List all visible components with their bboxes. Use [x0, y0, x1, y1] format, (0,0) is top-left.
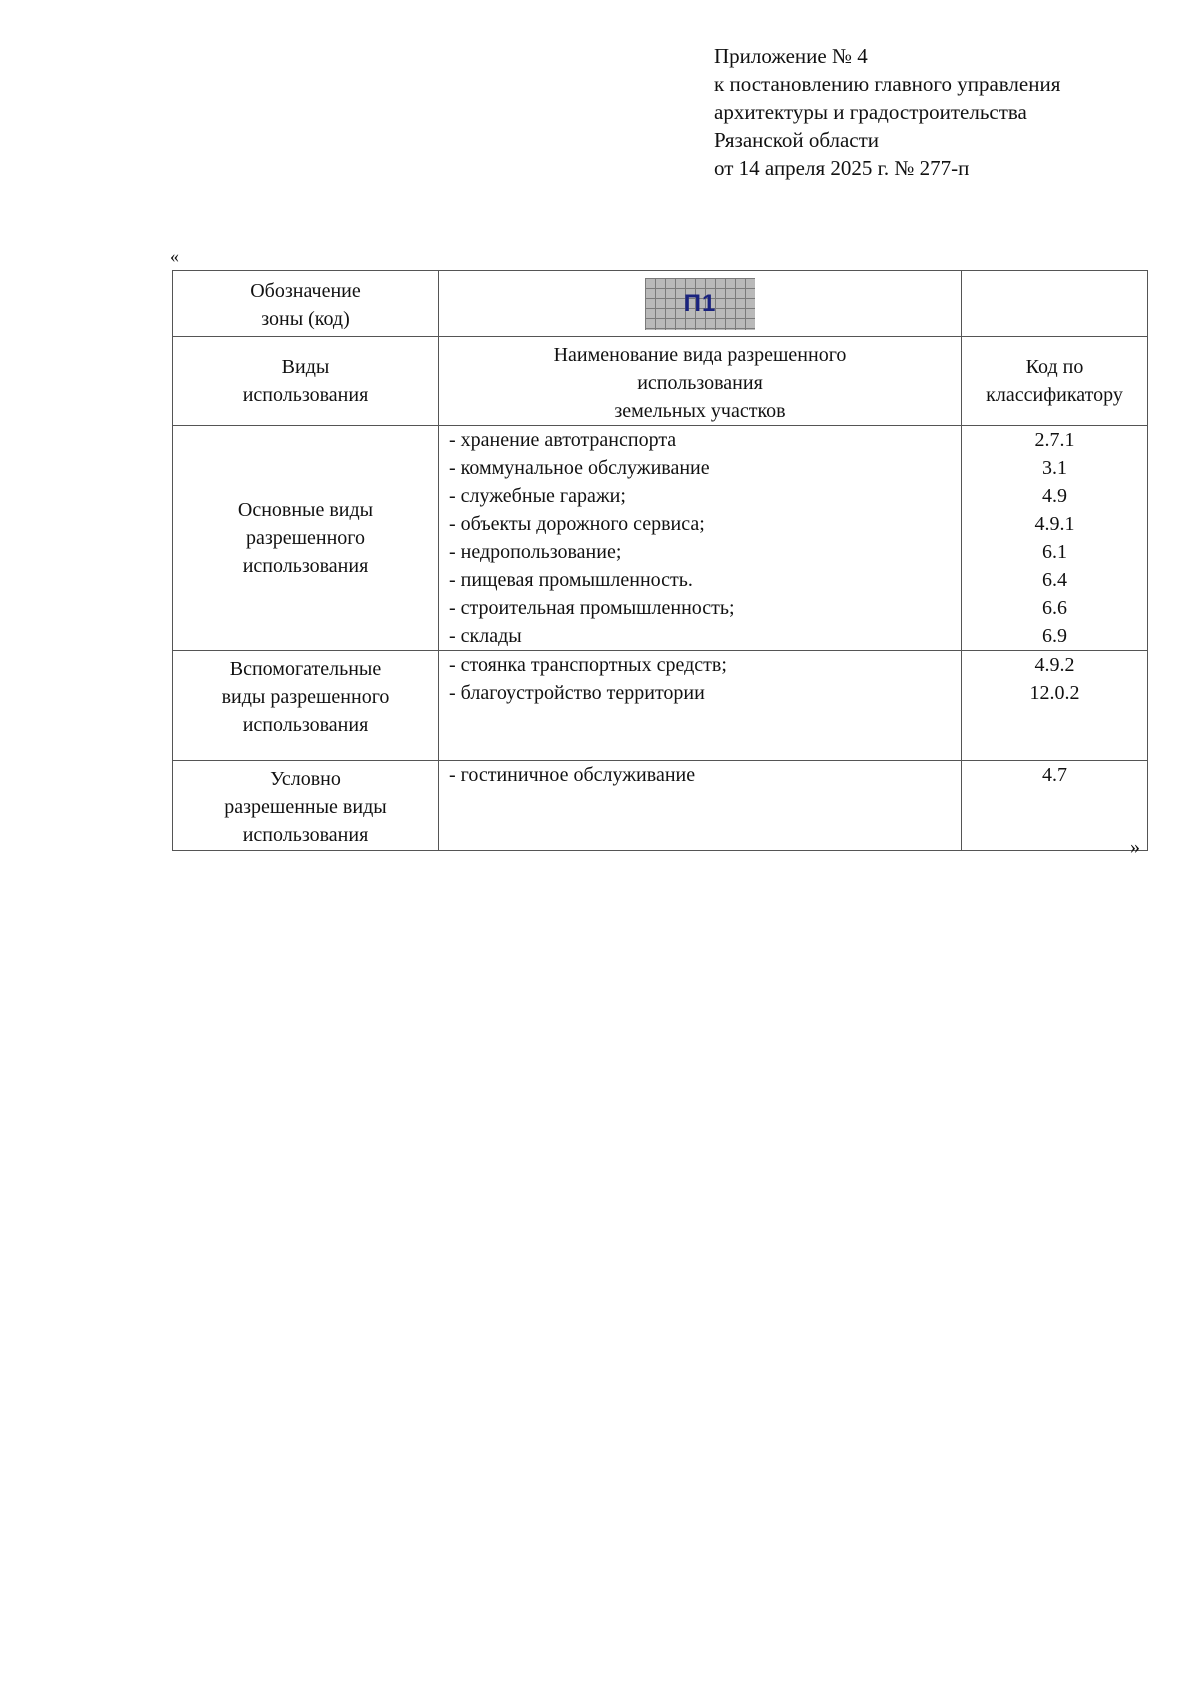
appendix-ref-line: Рязанской области: [714, 128, 880, 152]
appendix-date-number: от 14 апреля 2025 г. № 277-п: [714, 156, 970, 180]
zone-code-badge: П1: [645, 278, 755, 330]
group-label-line: разрешенные виды: [224, 796, 387, 818]
group-label-line: виды разрешенного: [221, 686, 390, 708]
classifier-code: 6.6: [1042, 597, 1067, 619]
usage-item: - гостиничное обслуживание: [449, 764, 696, 786]
appendix-ref-line: архитектуры и градостроительства: [714, 100, 1027, 124]
opening-quote: «: [170, 246, 179, 266]
zone-label-line: зоны (код): [261, 308, 350, 330]
usage-item: - служебные гаражи;: [449, 485, 626, 507]
group-label-line: использования: [242, 714, 369, 736]
zone-label-cell: [173, 271, 439, 337]
group-label-line: Вспомогательные: [229, 658, 382, 680]
group-label-line: Основные виды: [237, 499, 374, 521]
classifier-code: 4.9.2: [1034, 654, 1075, 676]
closing-quote: »: [1130, 836, 1140, 858]
group-label-line: Условно: [270, 768, 341, 790]
group-label-cell: [173, 651, 439, 761]
header-row: [173, 337, 1148, 426]
header-text: Виды: [281, 356, 330, 378]
group-label-cell: [173, 426, 439, 651]
usage-list-cell: [439, 426, 962, 651]
classifier-code: 4.7: [1042, 764, 1067, 786]
code-list-cell: [962, 761, 1148, 851]
appendix-title: Приложение № 4: [714, 44, 868, 68]
classifier-code: 12.0.2: [1029, 682, 1080, 704]
usage-item: - недропользование;: [449, 541, 622, 563]
header-cell-usage: [173, 337, 439, 426]
header-text: классификатору: [986, 384, 1123, 406]
appendix-ref-line: к постановлению главного управления: [714, 72, 1061, 96]
group-label-cell: [173, 761, 439, 851]
classifier-code: 6.4: [1042, 569, 1067, 591]
usage-item: - строительная промышленность;: [449, 597, 735, 619]
usage-list-cell: [439, 651, 962, 761]
group-label-line: разрешенного: [245, 527, 366, 549]
code-list-cell: [962, 426, 1148, 651]
header-text: Наименование вида разрешенного: [553, 344, 847, 366]
header-text: использования: [242, 384, 369, 406]
group-row-auxiliary: [173, 651, 1148, 761]
classifier-code: 6.1: [1042, 541, 1067, 563]
header-text: использования: [637, 372, 763, 394]
usage-item: - коммунальное обслуживание: [449, 457, 710, 479]
classifier-code: 6.9: [1042, 625, 1067, 647]
usage-item: - объекты дорожного сервиса;: [449, 513, 705, 535]
group-label-line: использования: [242, 555, 369, 577]
zone-code-cell: [439, 271, 962, 337]
header-text: земельных участков: [614, 400, 786, 422]
group-row-main: [173, 426, 1148, 651]
header-cell-code: [962, 337, 1148, 426]
classifier-code: 4.9.1: [1034, 513, 1075, 535]
header-text: Код по: [1025, 356, 1084, 378]
code-list-cell: [962, 651, 1148, 761]
classifier-code: 4.9: [1042, 485, 1067, 507]
usage-list-cell: [439, 761, 962, 851]
usage-item: - хранение автотранспорта: [449, 429, 677, 451]
zone-label-line: Обозначение: [250, 280, 361, 302]
classifier-code: 2.7.1: [1034, 429, 1075, 451]
usage-item: - стоянка транспортных средств;: [449, 654, 727, 676]
empty-cell: [962, 271, 1148, 337]
usage-item: - склады: [449, 625, 522, 647]
group-row-conditional: [173, 761, 1148, 851]
group-label-line: использования: [242, 824, 369, 846]
zone-table: [172, 270, 1148, 851]
classifier-code: 3.1: [1042, 457, 1067, 479]
header-cell-name: [439, 337, 962, 426]
zone-row: [173, 271, 1148, 337]
usage-item: - пищевая промышленность.: [449, 569, 693, 591]
appendix-header: [714, 42, 1174, 182]
usage-item: - благоустройство территории: [449, 682, 705, 704]
